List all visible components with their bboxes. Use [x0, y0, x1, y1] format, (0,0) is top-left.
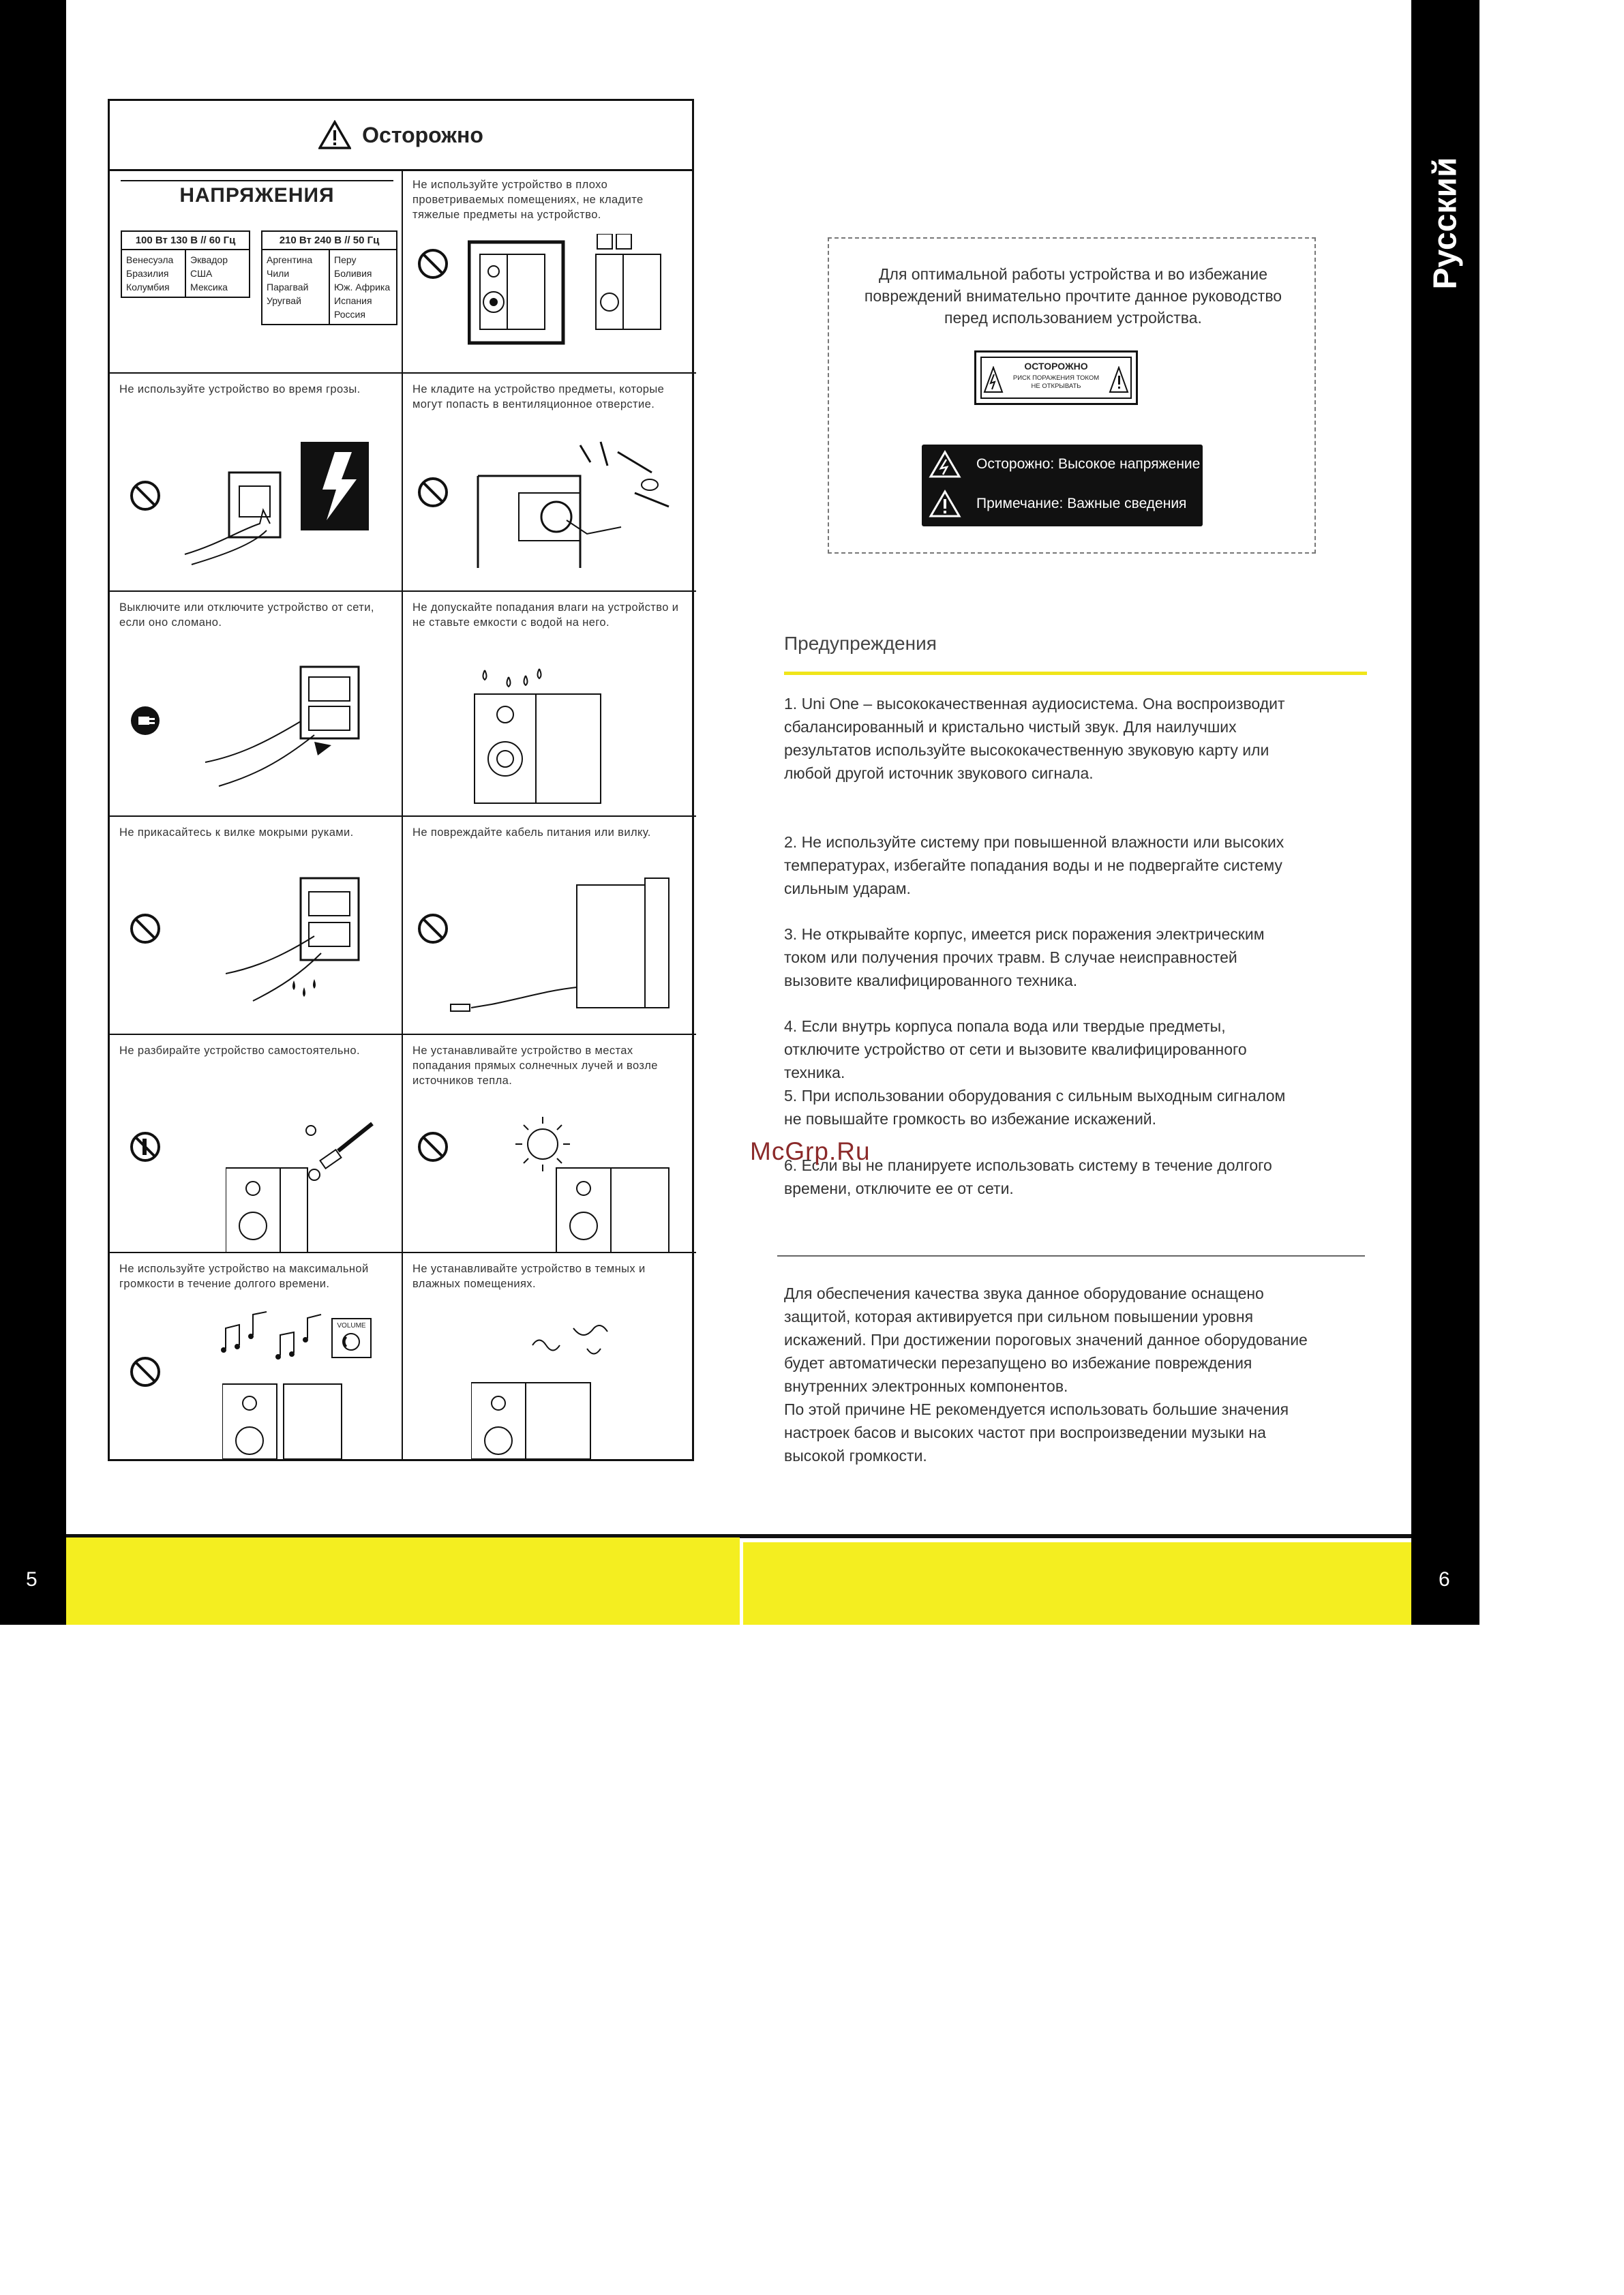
- warning-item-2: 2. Не используйте систему при повышенной влажности или высоких температурах, избегайте попадания воды и не подвергайте систему сильным ударам.: [784, 833, 1284, 897]
- voltage-table-60hz: [121, 230, 250, 298]
- footer-yellow-left: [66, 1537, 740, 1625]
- warning-grid: [108, 99, 694, 1461]
- prohibited-icon: [129, 1355, 162, 1388]
- notice-text: Для оптимальной работы устройства и во избежание повреждений внимательно прочтите данное руководство перед использованием устройства.: [864, 265, 1282, 327]
- cell-ventilation-text: Не используйте устройство в плохо проветриваемых помещениях, не кладите тяжелые предметы на устройство.: [412, 179, 644, 221]
- cell-objects: [403, 374, 696, 592]
- warning-item-6: 6. Если вы не планируете использовать систему в течение долгого времени, отключите ее от сети.: [784, 1156, 1272, 1197]
- notice-box: [828, 237, 1316, 554]
- cell-disassemble: [110, 1035, 403, 1253]
- voltage-table-50hz-header: 210 Вт 240 В // 50 Гц: [262, 232, 396, 250]
- prohibited-icon: [417, 1130, 449, 1163]
- cell-max-volume-text: Не используйте устройство на максимальной громкости в течение долгого времени.: [119, 1263, 369, 1290]
- voltage-table-60hz-col1: Венесуэла Бразилия Колумбия: [126, 254, 174, 292]
- sunlight-illustration: [505, 1113, 682, 1253]
- voltage-table-60hz-header: 100 Вт 130 В // 60 Гц: [122, 232, 249, 250]
- high-voltage-icon: [929, 450, 961, 479]
- voltage-table-50hz: [261, 230, 397, 325]
- speaker-ventilation-illustration: [468, 234, 679, 350]
- page-number-right: 6: [1439, 1568, 1450, 1591]
- caution-sign-sub: РИСК ПОРАЖЕНИЯ ТОКОМ НЕ ОТКРЫВАТЬ: [1012, 374, 1100, 390]
- cell-broken: [110, 592, 403, 817]
- warning-triangle-icon: [318, 120, 351, 150]
- lightning-triangle-icon: [983, 366, 1004, 393]
- volume-dial-icon: [341, 1332, 361, 1352]
- no-tools-icon: [129, 1130, 162, 1163]
- page-number-left: 5: [26, 1568, 37, 1591]
- cell-broken-text: Выключите или отключите устройство от сети, если оно сломано.: [119, 601, 374, 629]
- volume-knob: [331, 1318, 372, 1358]
- cell-disassemble-text: Не разбирайте устройство самостоятельно.: [119, 1045, 360, 1057]
- cell-wet-hands: [110, 817, 403, 1035]
- warning-item-5: 5. При использовании оборудования с сильным выходным сигналом не повышайте громкость во избежание искажений.: [784, 1087, 1286, 1128]
- prohibited-icon: [417, 247, 449, 280]
- cell-damp-text: Не устанавливайте устройство в темных и влажных помещениях.: [412, 1263, 646, 1290]
- watermark: McGrp.Ru: [750, 1137, 871, 1165]
- legend-important: Примечание: Важные сведения: [929, 487, 1186, 521]
- voltage-table-60hz-col2: Эквадор США Мексика: [185, 250, 249, 297]
- damp-illustration: [471, 1308, 648, 1459]
- footer-yellow-right: [743, 1542, 1411, 1625]
- grid-header: [110, 101, 692, 171]
- wet-hands-illustration: [226, 871, 389, 1021]
- protection-paragraph-2: По этой причине НЕ рекомендуется использовать большие значения настроек басов и высоких частот при воспроизведении музыки на высокой громкости.: [784, 1400, 1289, 1465]
- voltage-title: НАПРЯЖЕНИЯ: [179, 184, 335, 207]
- cell-objects-text: Не кладите на устройство предметы, которые могут попасть в вентиляционное отверстие.: [412, 383, 665, 410]
- cell-cable-text: Не повреждайте кабель питания или вилку.: [412, 826, 651, 839]
- cell-ventilation: [403, 169, 696, 374]
- cable-illustration: [430, 871, 682, 1028]
- prohibited-icon: [417, 476, 449, 509]
- warning-item-3: 3. Не открывайте корпус, имеется риск поражения электрическим током или получения прочих травм. В случае неисправностей вызовите квалифицированного техника.: [784, 925, 1265, 989]
- language-label: Русский: [1427, 157, 1464, 290]
- moisture-illustration: [471, 657, 621, 807]
- disassemble-illustration: [226, 1117, 396, 1253]
- exclamation-triangle-icon: [929, 490, 961, 518]
- voltage-rule: [121, 180, 393, 181]
- cell-moisture: [403, 592, 696, 817]
- cell-damp: [403, 1253, 696, 1459]
- cell-sunlight-text: Не устанавливайте устройство в местах попадания прямых солнечных лучей и возле источников тепла.: [412, 1045, 658, 1087]
- unplug-illustration: [198, 660, 389, 796]
- music-notes-icon: [219, 1308, 348, 1362]
- warning-item-1: 1. Uni One – высококачественная аудиосистема. Она воспроизводит сбалансированный и кристально чистый звук. Для наилучших результатов используйте высококачественную звуковую карту или любой другой источник звукового сигнала.: [784, 695, 1285, 782]
- prohibited-icon: [129, 912, 162, 945]
- cell-wet-hands-text: Не прикасайтесь к вилке мокрыми руками.: [119, 826, 354, 839]
- cell-sunlight: [403, 1035, 696, 1253]
- voltage-cell: [110, 169, 403, 374]
- cell-storm: [110, 374, 403, 592]
- grid-header-title: Осторожно: [362, 122, 483, 147]
- section-divider: [777, 1255, 1365, 1257]
- speakers-illustration: [222, 1383, 345, 1459]
- left-black-bar: [0, 0, 66, 1625]
- warning-item-4: 4. Если внутрь корпуса попала вода или твердые предметы, отключите устройство от сети и вызовите квалифицированного техника.: [784, 1017, 1247, 1081]
- exclamation-triangle-icon: [1109, 366, 1129, 393]
- legend-high-voltage: Осторожно: Высокое напряжение: [929, 447, 1200, 481]
- storm-illustration: [178, 435, 389, 571]
- cell-storm-text: Не используйте устройство во время грозы.: [119, 383, 361, 395]
- cell-max-volume: [110, 1253, 403, 1459]
- cell-cable: [403, 817, 696, 1035]
- warnings-title: Предупреждения: [784, 633, 937, 654]
- voltage-table-50hz-col1: Аргентина Чили Парагвай Уругвай: [267, 254, 313, 306]
- unplug-icon: [129, 704, 162, 737]
- caution-sign-title: ОСТОРОЖНО: [1024, 361, 1088, 372]
- volume-label: VOLUME: [337, 1322, 366, 1330]
- prohibited-icon: [129, 479, 162, 512]
- protection-paragraph-1: Для обеспечения качества звука данное оборудование оснащено защитой, которая активируется при сильном повышении уровня искажений. При достижении пороговых значений данное оборудование будет автоматически перезапущено во избежание повреждения внутренних электронных компонентов.: [784, 1285, 1308, 1395]
- symbol-legend: [922, 445, 1203, 526]
- objects-illustration: [471, 432, 682, 582]
- caution-sign: [974, 350, 1138, 405]
- voltage-table-50hz-col2: Перу Боливия Юж. Африка Испания Россия: [329, 250, 396, 324]
- cell-moisture-text: Не допускайте попадания влаги на устройство и не ставьте емкости с водой на него.: [412, 601, 679, 629]
- warnings-title-rule: [784, 672, 1367, 675]
